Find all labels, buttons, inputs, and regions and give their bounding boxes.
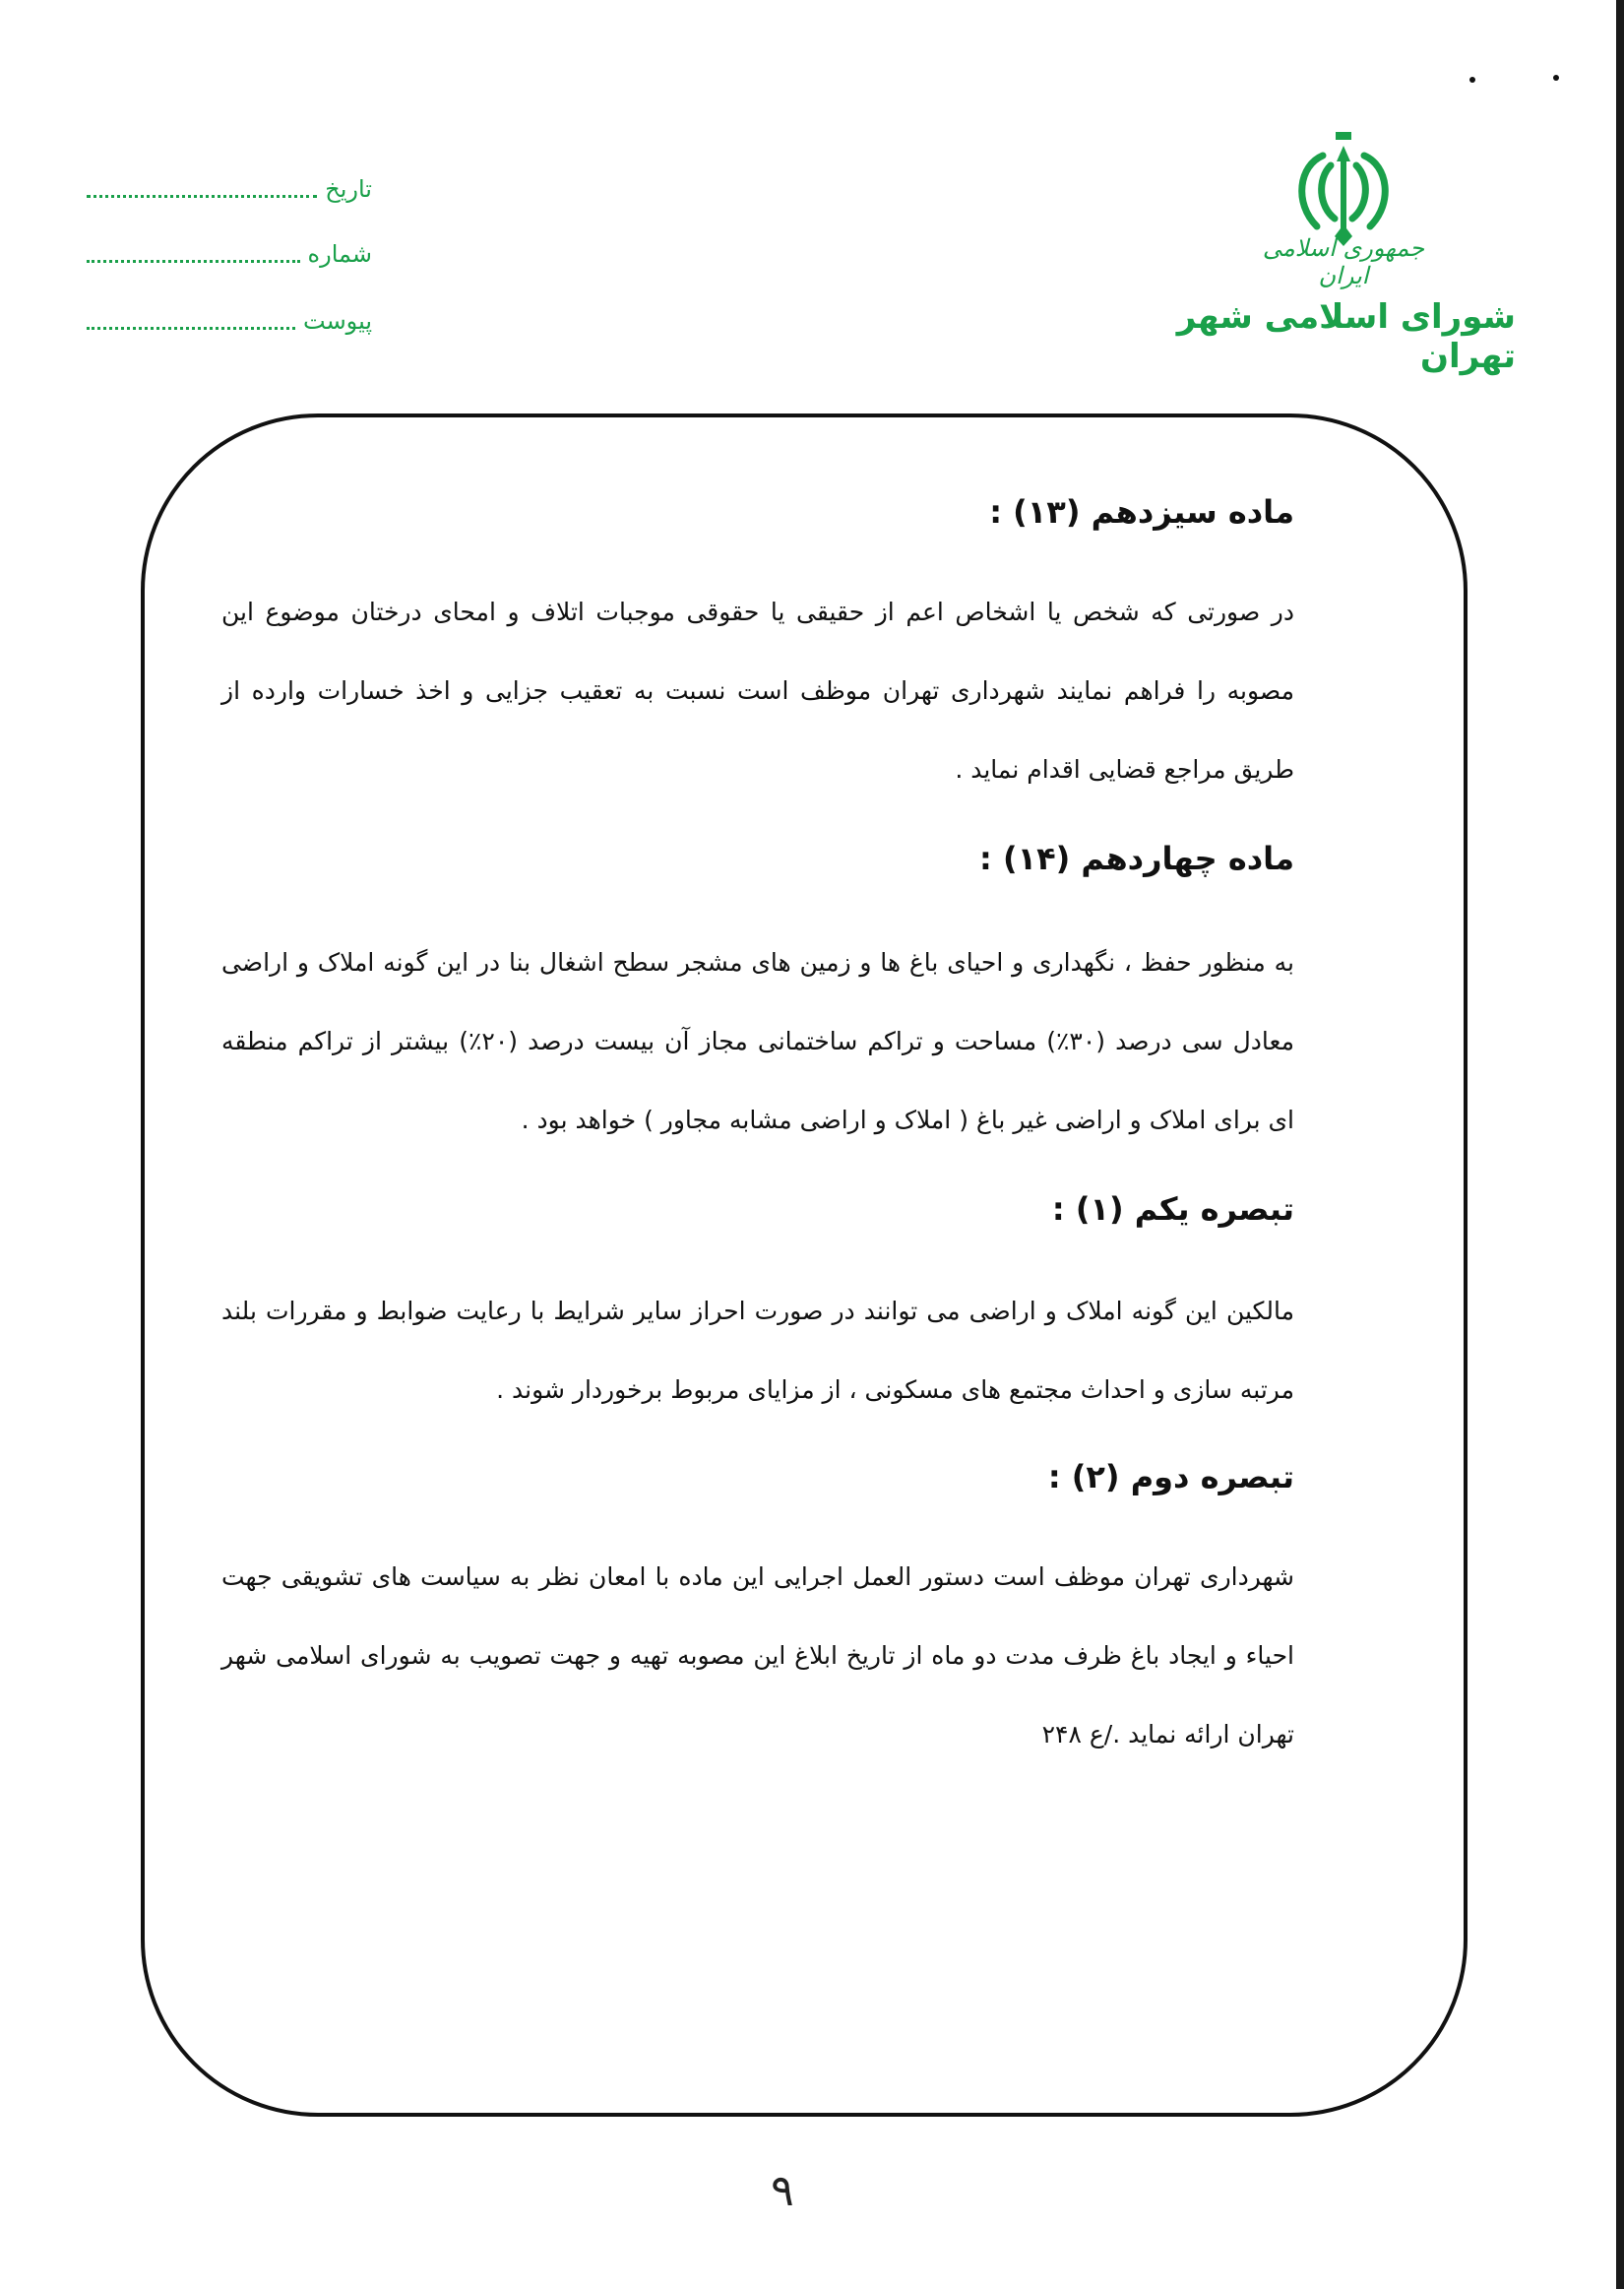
date-field [87,169,372,209]
document-body [221,482,1294,1774]
scan-speck [1469,77,1475,83]
note-1-text: مالکین این گونه املاک و اراضی می توانند در صورت احراز سایر شرایط با رعایت ضوابط و مقررات بلند مرتبه سازی و احداث مجتمع های مسکونی ، از مزایای مربوط برخوردار شوند . [221,1297,1294,1404]
page-number: ۹ [771,2166,794,2216]
note-2-heading: تبصره دوم (۲) : [1047,1458,1294,1495]
article-14-heading: ماده چهاردهم (۱۴) : [979,840,1294,877]
date-label: تاریخ [325,175,372,203]
article-13-text: در صورتی که شخص یا اشخاص اعم از حقیقی یا حقوقی موجبات اتلاف و امحای درختان موضوع این مصوبه را فراهم نمایند شهرداری تهران موظف است نسبت به تعقیب جزایی و اخذ خسارات وارده از طریق مراجع قضایی اقدام نماید . [221,598,1294,784]
attachment-field [87,301,372,341]
number-dotted-line [87,246,300,263]
scan-edge [1616,0,1624,2289]
attachment-dotted-line [87,313,295,330]
article-14-text: به منظور حفظ ، نگهداری و احیای باغ ها و زمین های مشجر سطح اشغال بنا در این گونه املاک و اراضی معادل سی درصد (۳۰٪) مساحت و تراکم ساختمانی مجاز آن بیست درصد (۲۰٪) بیشتر از تراکم منطقه ای برای املاک و اراضی غیر باغ ( املاک و اراضی مشابه مجاور ) خواهد بود . [221,948,1294,1134]
number-label: شماره [307,240,372,268]
note-1-heading: تبصره یکم (۱) : [1051,1190,1294,1228]
article-13-heading: ماده سیزدهم (۱۳) : [989,493,1294,531]
emblem-caption: جمهوری اسلامی ایران [1262,234,1425,289]
date-dotted-line [87,181,317,198]
attachment-label: پیوست [303,307,372,335]
council-name: شورای اسلامی شهر تهران [1176,297,1516,376]
note-2-text: شهرداری تهران موظف است دستور العمل اجرایی این ماده با امعان نظر به سیاست های تشویقی جهت احیاء و ایجاد باغ ظرف مدت دو ماه از تاریخ ابلاغ این مصوبه تهیه و جهت تصویب به شورای اسلامی شهر تهران ارائه نماید ./ع ۲۴۸ [221,1562,1294,1749]
scan-speck [1553,75,1559,81]
number-field [87,234,372,274]
